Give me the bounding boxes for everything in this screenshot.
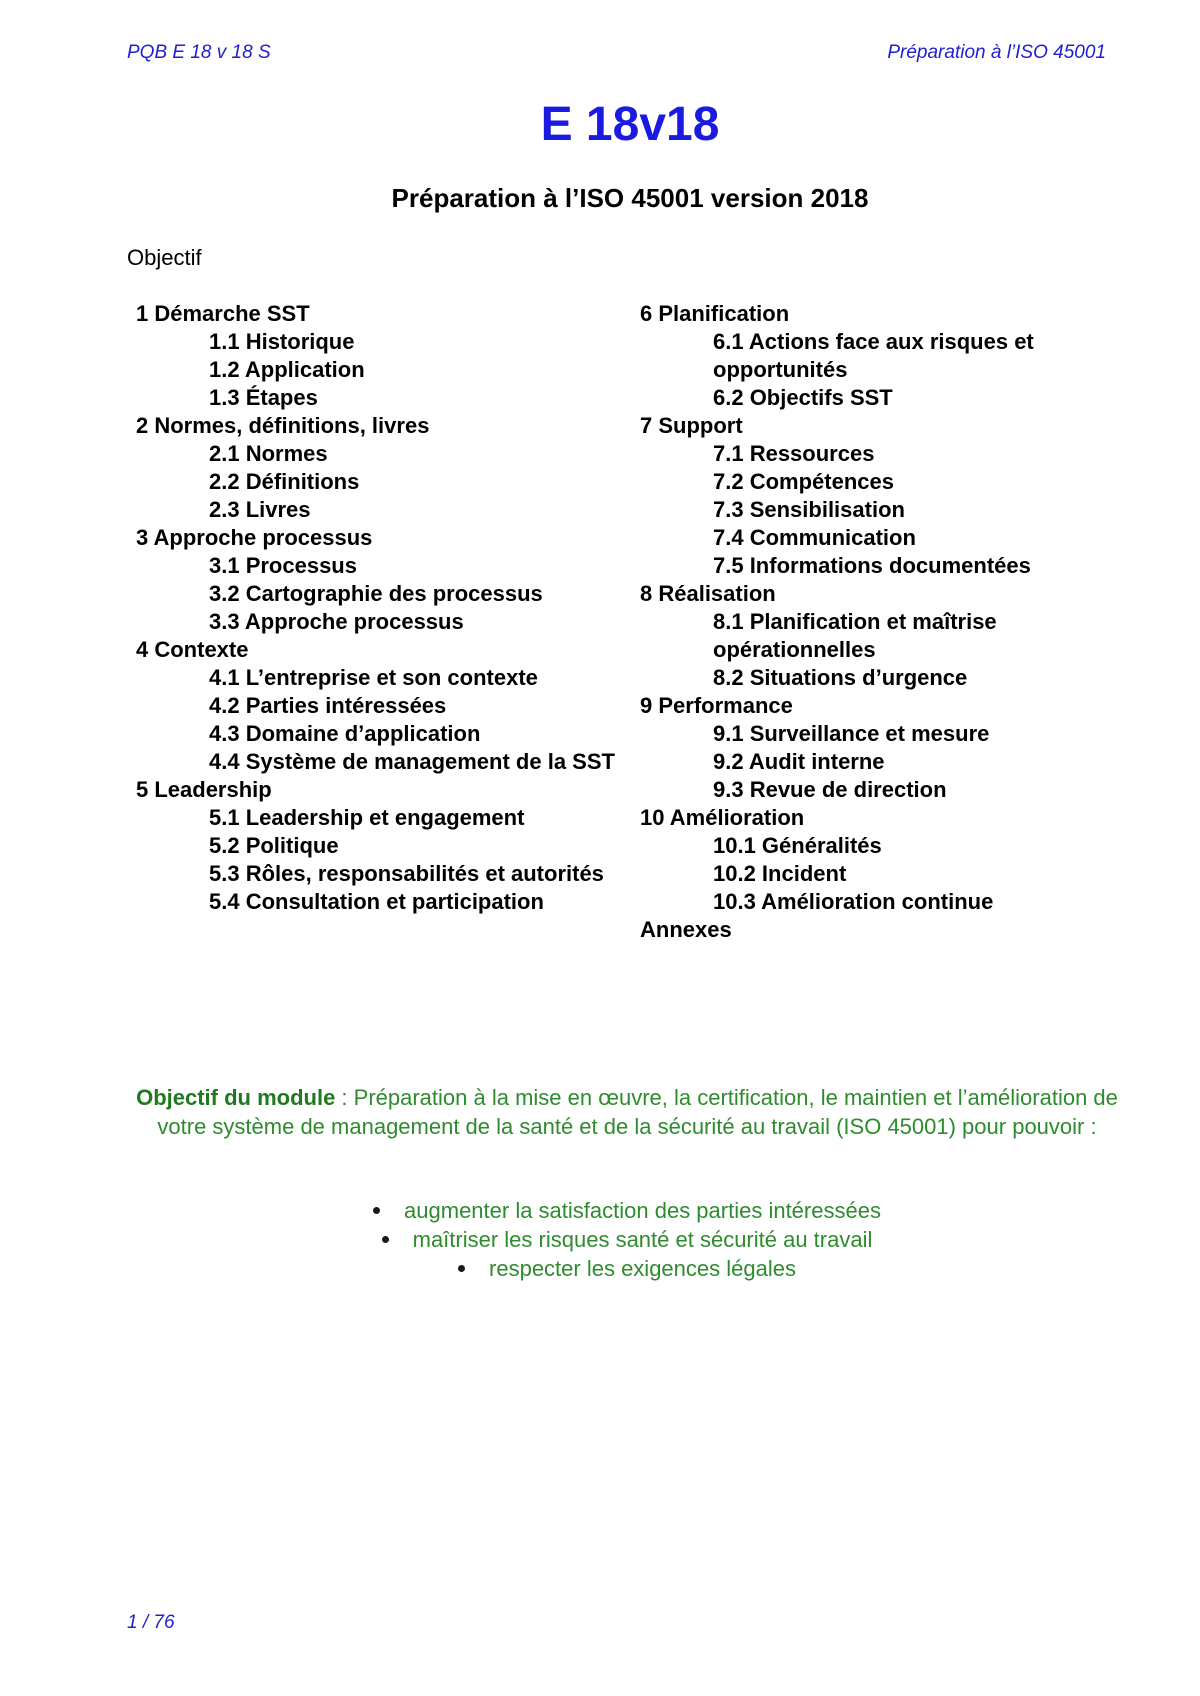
toc-chapter: 5 Leadership <box>136 777 272 802</box>
toc-section: 9.3 Revue de direction <box>713 777 947 802</box>
bullet-text: respecter les exigences légales <box>489 1256 796 1281</box>
objective-bullet-item <box>127 1254 1127 1283</box>
toc-section: 8.2 Situations d’urgence <box>713 665 968 690</box>
toc-section: 5.1 Leadership et engagement <box>209 805 525 830</box>
toc-chapter: 9 Performance <box>640 693 793 718</box>
toc-section: 3.2 Cartographie des processus <box>209 581 543 606</box>
objective-bullet-list <box>127 1196 1127 1283</box>
page-number: 1 / 76 <box>127 1612 175 1633</box>
toc-chapter: 10 Amélioration <box>640 805 805 830</box>
section-label-objectif: Objectif <box>127 245 202 270</box>
toc-section: 4.4 Système de management de la SST <box>209 749 615 774</box>
toc-section: 1.1 Historique <box>209 329 355 354</box>
toc-section: 3.1 Processus <box>209 553 357 578</box>
objective-text: : Préparation à la mise en œuvre, la certification, le maintien et l’amélioration de votre système de management de la santé et de la sécurité au travail (ISO 45001) pour pouvoir : <box>157 1085 1118 1139</box>
bullet-text: maîtriser les risques santé et sécurité au travail <box>412 1227 873 1252</box>
toc-section: 6.1 Actions face aux risques et opportunités <box>713 329 1034 382</box>
toc-section: 6.2 Objectifs SST <box>713 385 893 410</box>
objective-bullet-item <box>127 1225 1127 1254</box>
toc-section: 7.4 Communication <box>713 525 916 550</box>
bullet-dot-icon <box>373 1207 380 1214</box>
module-objective <box>127 1083 1127 1141</box>
toc-chapter: 6 Planification <box>640 301 790 326</box>
objective-bullet-item <box>127 1196 1127 1225</box>
toc-section: 9.2 Audit interne <box>713 749 885 774</box>
toc-left-column <box>136 300 626 916</box>
toc-chapter: 1 Démarche SST <box>136 301 310 326</box>
toc-section: 10.3 Amélioration continue <box>713 889 994 914</box>
toc-chapter: 7 Support <box>640 413 743 438</box>
toc-section: 2.2 Définitions <box>209 469 360 494</box>
bullet-dot-icon <box>458 1265 465 1272</box>
bullet-text: augmenter la satisfaction des parties intéressées <box>404 1198 881 1223</box>
toc-section: 7.3 Sensibilisation <box>713 497 905 522</box>
toc-section: 7.5 Informations documentées <box>713 553 1031 578</box>
toc-section: 1.3 Étapes <box>209 385 318 410</box>
toc-section: 5.2 Politique <box>209 833 339 858</box>
toc-section: 4.2 Parties intéressées <box>209 693 447 718</box>
toc-section: 7.2 Compétences <box>713 469 894 494</box>
toc-section: 4.1 L’entreprise et son contexte <box>209 665 538 690</box>
toc-section: 5.4 Consultation et participation <box>209 889 544 914</box>
toc-section: 2.1 Normes <box>209 441 328 466</box>
page-header-right: Préparation à l’ISO 45001 <box>887 42 1106 63</box>
toc-section: 7.1 Ressources <box>713 441 875 466</box>
toc-section: 10.1 Généralités <box>713 833 882 858</box>
bullet-dot-icon <box>382 1236 389 1243</box>
toc-section: 4.3 Domaine d’application <box>209 721 481 746</box>
toc-section: 9.1 Surveillance et mesure <box>713 721 990 746</box>
toc-section: 2.3 Livres <box>209 497 311 522</box>
document-title: E 18v18 <box>540 98 720 151</box>
objective-label: Objectif du module <box>136 1085 336 1110</box>
toc-section: 8.1 Planification et maîtrise opérationnelles <box>713 609 997 662</box>
toc-chapter: 2 Normes, définitions, livres <box>136 413 430 438</box>
toc-chapter: 3 Approche processus <box>136 525 373 550</box>
toc-section: 3.3 Approche processus <box>209 609 464 634</box>
toc-section: 5.3 Rôles, responsabilités et autorités <box>209 861 604 886</box>
toc-chapter: 8 Réalisation <box>640 581 776 606</box>
toc-right-column <box>640 300 1080 944</box>
toc-section: 10.2 Incident <box>713 861 847 886</box>
toc-section: 1.2 Application <box>209 357 365 382</box>
toc-chapter: Annexes <box>640 917 732 942</box>
toc-chapter: 4 Contexte <box>136 637 249 662</box>
document-subtitle: Préparation à l’ISO 45001 version 2018 <box>391 183 869 213</box>
page-header-left: PQB E 18 v 18 S <box>127 42 271 63</box>
